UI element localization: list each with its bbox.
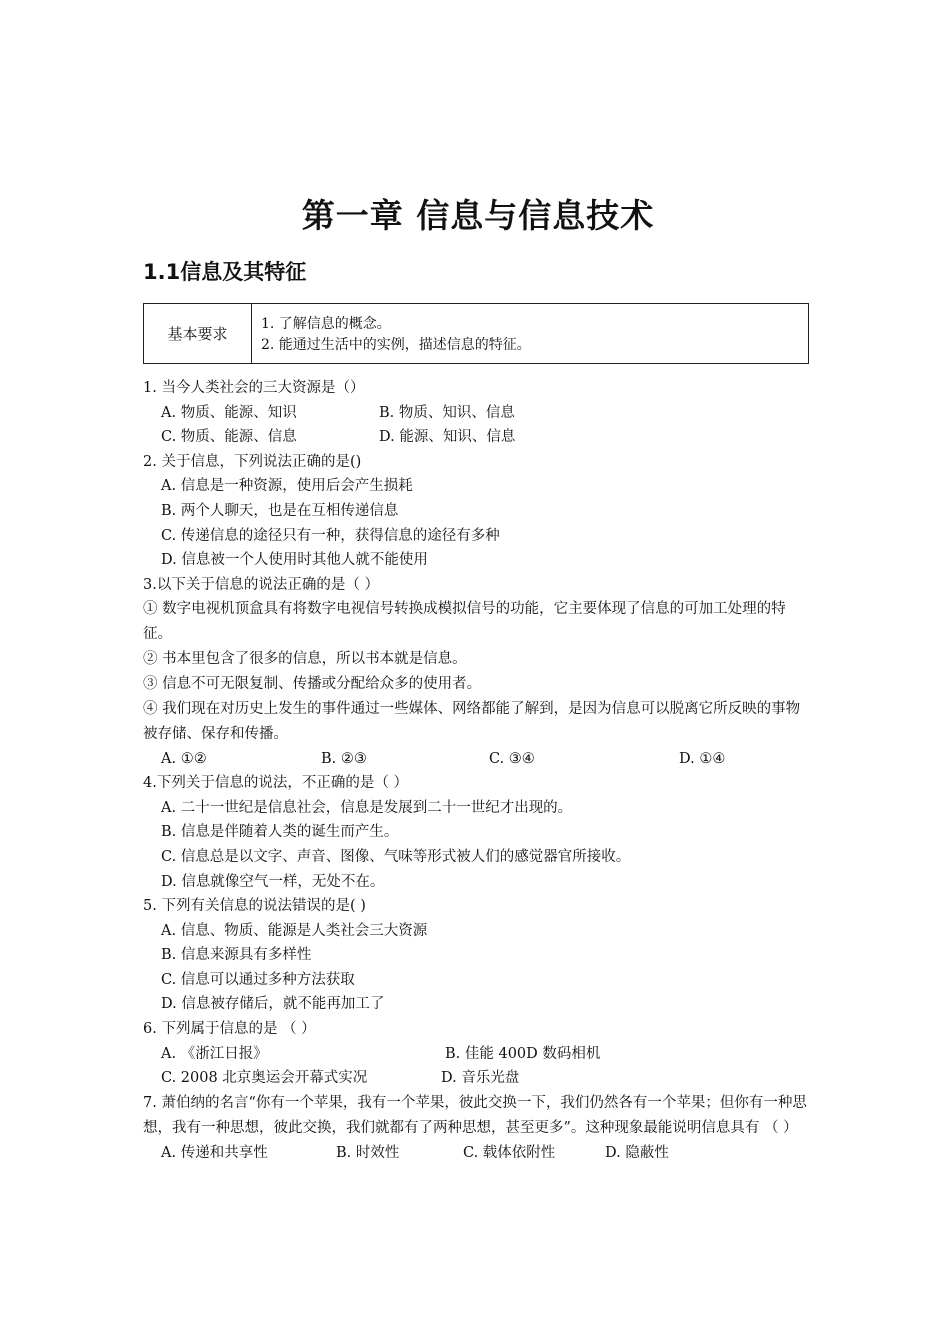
option-a: A. ①②	[161, 750, 207, 767]
question-1-options-row-1	[143, 401, 813, 426]
question-6-stem: 6. 下列属于信息的是 （ ）	[143, 1021, 316, 1038]
option-a: A. 二十一世纪是信息社会，信息是发展到二十一世纪才出现的。	[161, 799, 573, 816]
option-b: B. 佳能 400D 数码相机	[445, 1045, 601, 1062]
option-c: C. 信息可以通过多种方法获取	[161, 971, 355, 988]
question-2-stem: 2. 关于信息，下列说法正确的是()	[143, 453, 362, 470]
question-1-options-row-2	[143, 425, 813, 450]
requirement-item: 2. 能通过生活中的实例，描述信息的特征。	[261, 337, 531, 353]
option-a: A. 信息是一种资源，使用后会产生损耗	[161, 478, 413, 495]
option-b: B. ②③	[321, 750, 367, 767]
chapter-title: 第一章 信息与信息技术	[301, 196, 655, 235]
option-b: B. 信息来源具有多样性	[161, 947, 312, 964]
question-6-options-row-1	[143, 1042, 813, 1067]
question-list	[143, 376, 813, 1165]
statement-4: ④ 我们现在对历史上发生的事件通过一些媒体、网络都能了解到，是因为信息可以脱离它所反映的事物被存储、保存和传播。	[143, 700, 801, 742]
option-b: B. 物质、知识、信息	[379, 404, 515, 421]
option-b: B. 信息是伴随着人类的诞生而产生。	[161, 824, 399, 841]
option-c: C. 2008 北京奥运会开幕式实况	[161, 1070, 368, 1087]
option-d: D. 信息就像空气一样，无处不在。	[161, 873, 385, 890]
question-7-options	[143, 1141, 813, 1166]
option-c: C. 载体依附性	[463, 1144, 556, 1161]
option-d: D. ①④	[679, 750, 726, 767]
question-4-stem: 4.下列关于信息的说法，不正确的是（ ）	[143, 775, 408, 792]
option-a: A. 物质、能源、知识	[161, 404, 297, 421]
option-d: D. 信息被一个人使用时其他人就不能使用	[161, 552, 428, 569]
requirement-item: 1. 了解信息的概念。	[261, 316, 391, 332]
option-d: D. 隐蔽性	[605, 1144, 669, 1161]
option-b: B. 时效性	[336, 1144, 400, 1161]
option-d: D. 能源、知识、信息	[379, 429, 516, 446]
option-a: A. 信息、物质、能源是人类社会三大资源	[161, 922, 428, 939]
option-b: B. 两个人聊天，也是在互相传递信息	[161, 502, 399, 519]
option-d: D. 信息被存储后，就不能再加工了	[161, 996, 385, 1013]
question-5-stem: 5. 下列有关信息的说法错误的是( )	[143, 898, 366, 915]
question-6-options-row-2	[143, 1066, 813, 1091]
question-7-stem: 7. 萧伯纳的名言“你有一个苹果，我有一个苹果，彼此交换一下，我们仍然各有一个苹果；但你有一种思想，我有一种思想，彼此交换，我们就都有了两种思想，甚至更多”。这种现象最能说明信息具有 （ ）	[143, 1094, 807, 1136]
option-c: C. ③④	[489, 750, 535, 767]
option-c: C. 物质、能源、信息	[161, 429, 297, 446]
statement-1: ① 数字电视机顶盒具有将数字电视信号转换成模拟信号的功能，它主要体现了信息的可加工处理的特征。	[143, 601, 786, 643]
requirements-items	[252, 304, 531, 363]
option-c: C. 信息总是以文字、声音、图像、气味等形式被人们的感觉器官所接收。	[161, 848, 631, 865]
section-heading: 1.1信息及其特征	[143, 260, 307, 284]
question-3-stem: 3.以下关于信息的说法正确的是（ ）	[143, 576, 379, 593]
option-a: A. 《浙江日报》	[161, 1045, 268, 1062]
question-1-stem: 1. 当今人类社会的三大资源是（）	[143, 380, 365, 396]
statement-3: ③ 信息不可无限复制、传播或分配给众多的使用者。	[143, 675, 482, 692]
option-d: D. 音乐光盘	[441, 1070, 520, 1087]
requirements-table	[143, 303, 809, 364]
option-c: C. 传递信息的途径只有一种，获得信息的途径有多种	[161, 527, 500, 544]
option-a: A. 传递和共享性	[161, 1144, 268, 1161]
statement-2: ② 书本里包含了很多的信息，所以书本就是信息。	[143, 651, 467, 668]
requirements-label: 基本要求	[144, 304, 252, 363]
question-3-options	[143, 747, 813, 772]
